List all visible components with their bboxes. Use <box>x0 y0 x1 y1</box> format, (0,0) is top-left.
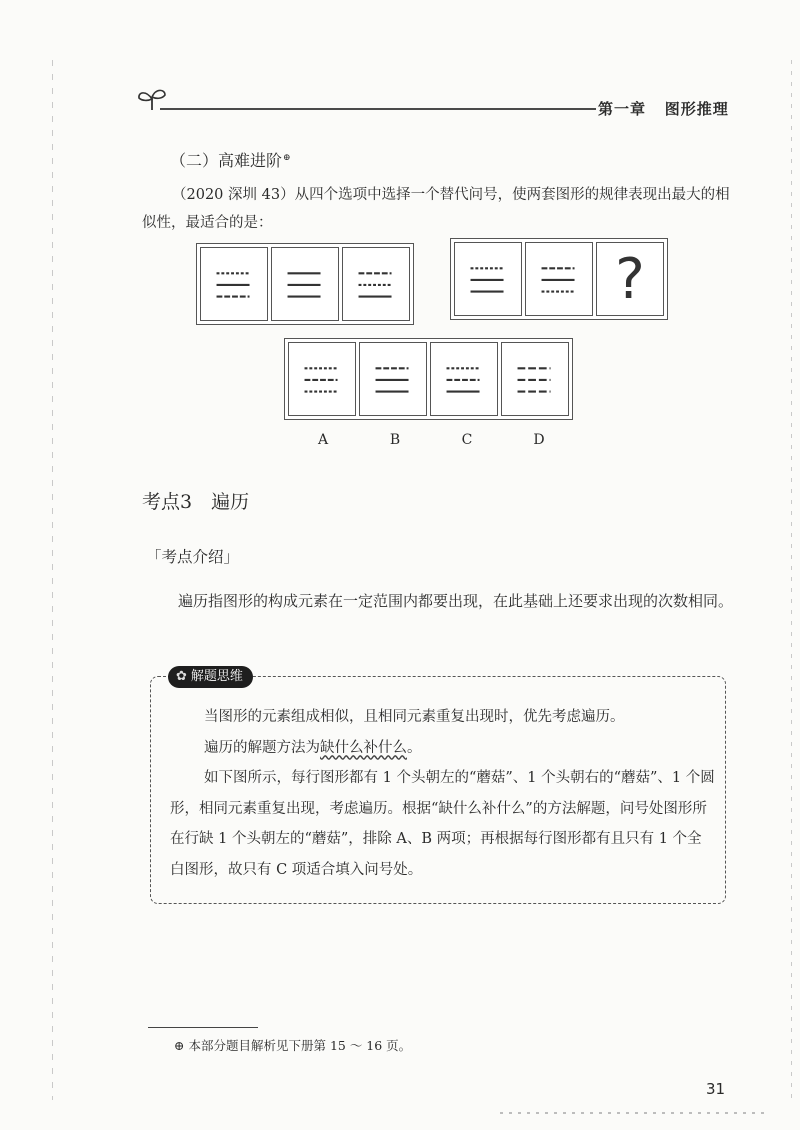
thinking-paragraph-1: 当图形的元素组成相似，且相同元素重复出现时，优先考虑遍历。 <box>204 709 625 725</box>
option-label-b: B <box>389 432 401 448</box>
figure-group-1 <box>196 243 414 325</box>
figure-cell <box>454 242 522 316</box>
option-cell-c <box>430 342 498 416</box>
thinking-tab <box>168 666 253 688</box>
flower-icon: ✿ <box>176 669 187 684</box>
footnote <box>174 1036 411 1054</box>
bottom-speckle <box>500 1112 770 1114</box>
footnote-rule <box>148 1027 258 1028</box>
section-title: （二）高难进阶⊕ <box>170 151 291 170</box>
figure-cell <box>342 247 410 321</box>
option-cell-b <box>359 342 427 416</box>
option-cell-a <box>288 342 356 416</box>
figure-cell <box>200 247 268 321</box>
question-mark-cell: ? <box>596 242 664 316</box>
chapter-number: 第一章 <box>598 100 647 118</box>
footnote-marker: ⊕ <box>283 152 291 163</box>
header-rule <box>160 108 596 110</box>
left-margin-speckle <box>52 60 53 1100</box>
option-label-c: C <box>461 432 473 448</box>
intro-body: 遍历指图形的构成元素在一定范围内都要出现，在此基础上还要求出现的次数相同。 <box>178 592 734 610</box>
thinking-paragraph-2: 遍历的解题方法为缺什么补什么。 <box>204 739 422 756</box>
figure-group-2 <box>450 238 668 320</box>
running-header <box>598 98 729 119</box>
chapter-title: 图形推理 <box>664 100 729 118</box>
page-number: 31 <box>706 1080 726 1098</box>
figure-cell <box>525 242 593 316</box>
option-label-a: A <box>317 432 329 448</box>
figure-cell <box>271 247 339 321</box>
emphasis-text: 缺什么补什么 <box>320 739 407 756</box>
footnote-mark: ⊕ <box>174 1038 185 1053</box>
right-margin-speckle <box>791 60 792 1100</box>
intro-heading: 「考点介绍」 <box>146 548 240 566</box>
thinking-tab-label: 解题思维 <box>190 669 243 684</box>
problem-text: （2020 深圳 43）从四个选项中选择一个替代问号，使两套图形的规律表现出最大的相似性，最适合的是： <box>142 187 730 231</box>
thinking-body <box>170 702 715 885</box>
footnote-text: 本部分题目解析见下册第 15 ～ 16 页。 <box>188 1038 412 1053</box>
kaodian-title: 考点3 遍历 <box>142 491 250 513</box>
thinking-paragraph-3: 如下图所示，每行图形都有 1 个头朝左的“蘑菇”、1 个头朝右的“蘑菇”、1 个圆形，相同元素重复出现，考虑遍历。根据“缺什么补什么”的方法解题，问号处图形所在行缺 1 个头朝左的“蘑菇”，排除 A、B 两项；再根据每行图形都有且只有 1 个全白图形，故只有 C 项适合填入问号处。 <box>170 770 715 878</box>
option-label-d: D <box>533 432 545 448</box>
figure-options <box>284 338 573 420</box>
option-cell-d <box>501 342 569 416</box>
